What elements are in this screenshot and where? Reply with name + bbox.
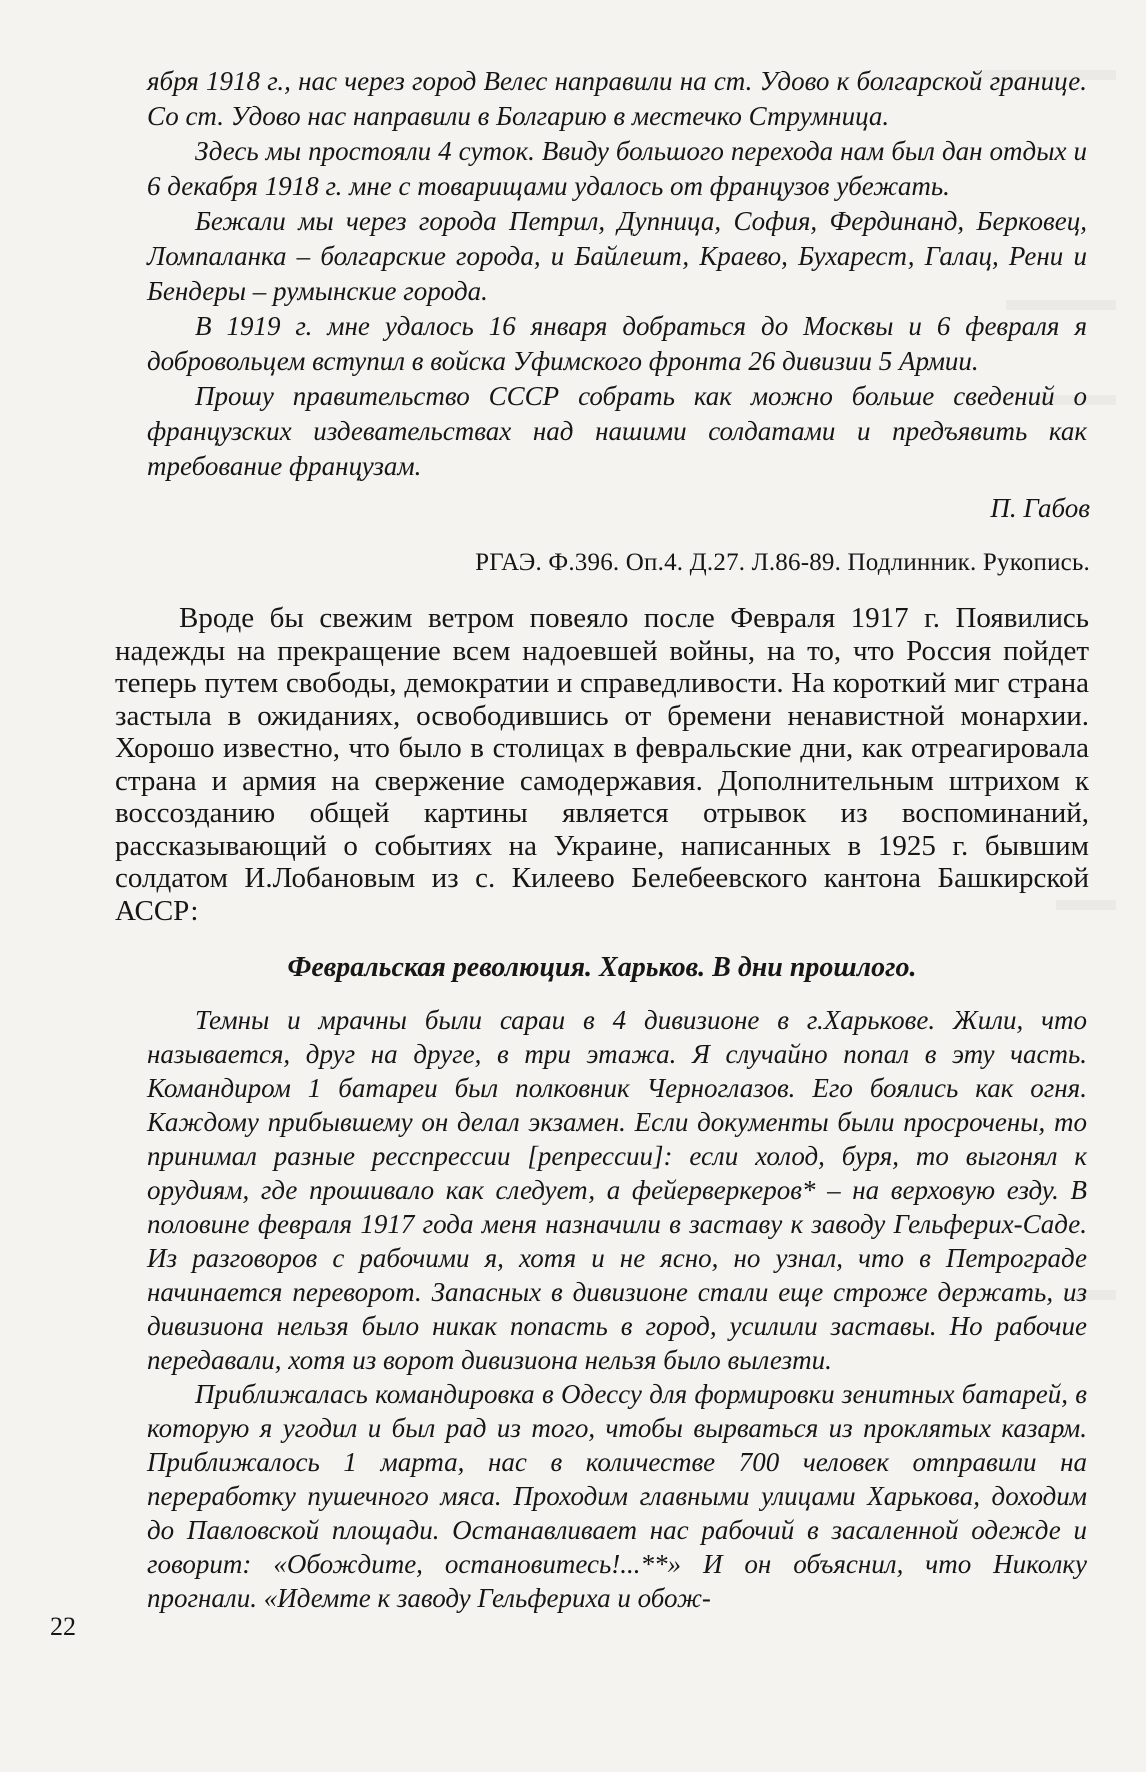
page-number: 22 (50, 1612, 76, 1641)
letter-paragraph: Прошу правительство СССР собрать как можно больше сведений о французских издевательствах над нашими солдатами и предъявить как требование французам. (147, 381, 1087, 481)
main-text (115, 602, 1089, 927)
body-paragraph: Вроде бы свежим ветром повеяло после Февраля 1917 г. Появились надежды на прекращение всем надоевшей войны, на то, что Россия пойдет теперь путем свободы, демократии и справедливости. На короткий миг страна застыла в ожиданиях, освободившись от бремени ненавистной монархии. Хорошо известно, что было в столицах в февральские дни, как отреагировала страна и армия на свержение самодержавия. Дополнительным штрихом к воссозданию общей картины является отрывок из воспоминаний, рассказывающий о событиях на Украине, написанных в 1925 г. бывшим солдатом И.Лобановым из с. Килеево Белебеевского кантона Башкирской АССР: (115, 602, 1089, 927)
memoir-heading: Февральская революция. Харьков. В дни прошлого. (287, 952, 917, 983)
memoir-text (147, 1003, 1087, 1615)
letter-paragraph: ября 1918 г., нас через город Велес направили на ст. Удово к болгарской границе. Со ст. Удово нас направили в Болгарию в местечко Струмница. (147, 66, 1087, 131)
letter-paragraph: В 1919 г. мне удалось 16 января добраться до Москвы и 6 февраля я добровольцем вступил в войска Уфимского фронта 26 дивизии 5 Армии. (147, 311, 1087, 376)
letter-signature: П. Габов (990, 493, 1090, 523)
archival-letter (147, 64, 1087, 484)
letter-paragraph: Здесь мы простояли 4 суток. Ввиду большого перехода нам был дан отдых и 6 декабря 1918 г. мне с товарищами удалось от французов убежать. (147, 136, 1087, 201)
archive-source-reference: РГАЭ. Ф.396. Оп.4. Д.27. Л.86-89. Подлинник. Рукопись. (475, 549, 1090, 576)
letter-paragraph: Бежали мы через города Петрил, Дупница, София, Фердинанд, Берковец, Ломпаланка – болгарские города, и Байлешт, Краево, Бухарест, Галац, Рени и Бендеры – румынские города. (147, 206, 1087, 306)
memoir-paragraph: Темны и мрачны были сараи в 4 дивизионе в г.Харькове. Жили, что называется, друг на друге, в три этажа. Я случайно попал в эту часть. Командиром 1 батареи был полковник Черноглазов. Его боялись как огня. Каждому прибывшему он делал экзамен. Если документы были просрочены, то принимал разные ресспрессии [репрессии]: если холод, буря, то выгонял к орудиям, где прошивало как следует, а фейерверкеров* – на верховую езду. В половине февраля 1917 года меня назначили в заставу к заводу Гельферих-Саде. Из разговоров с рабочими я, хотя и не ясно, но узнал, что в Петрограде начинается переворот. Запасных в дивизионе стали еще строже держать, из дивизиона нельзя было никак попасть в город, усилили заставы. Но рабочие передавали, хотя из ворот дивизиона нельзя было вылезти. (147, 1005, 1087, 1375)
memoir-paragraph: Приближалась командировка в Одессу для формировки зенитных батарей, в которую я угодил и был рад из того, чтобы вырваться из проклятых казарм. Приближалось 1 марта, нас в количестве 700 человек отправили на переработку пушечного мяса. Проходим главными улицами Харькова, доходим до Павловской площади. Останавливает нас рабочий в засаленной одежде и говорит: «Обождите, остановитесь!...**» И он объяснил, что Николку прогнали. «Идемте к заводу Гельфериха и обож- (147, 1379, 1087, 1613)
